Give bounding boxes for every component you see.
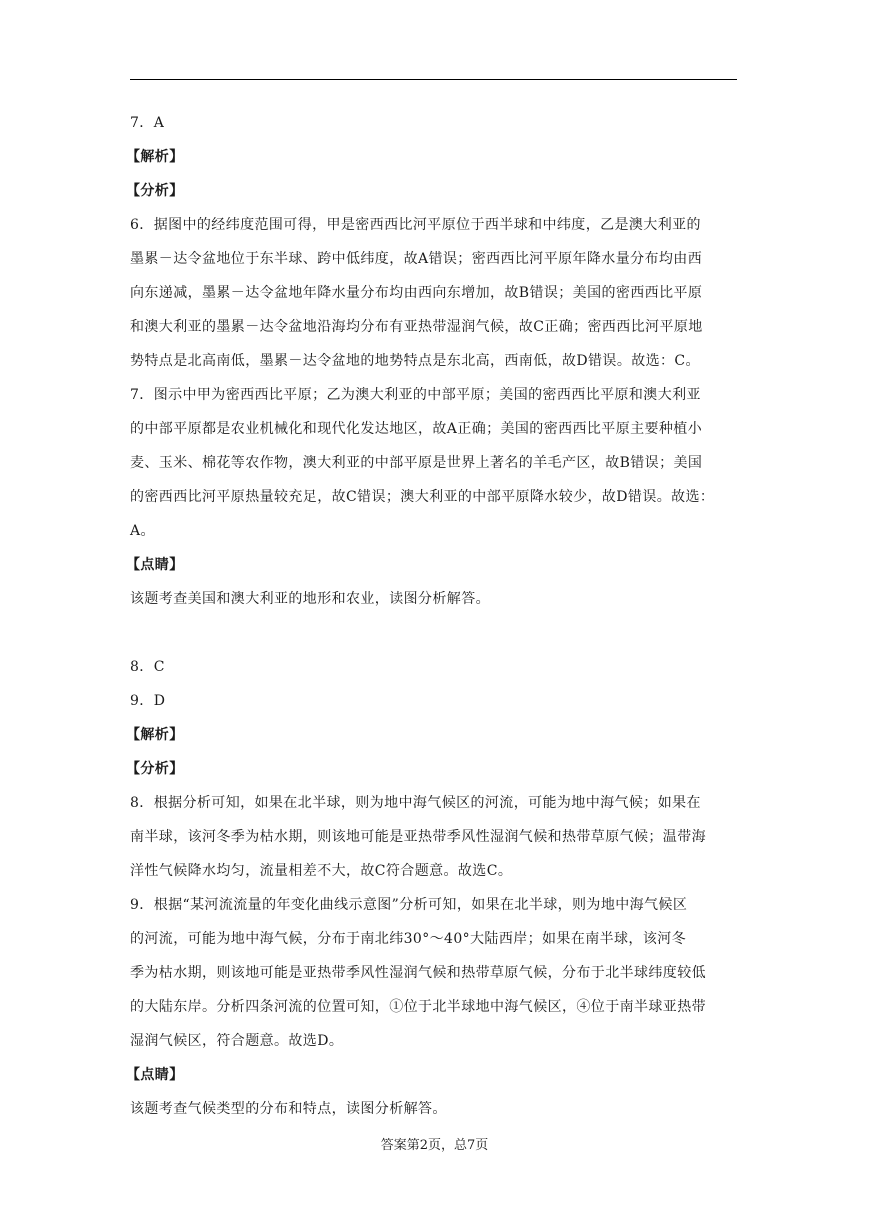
text-line: 的河流，可能为地中海气候，分布于南北纬30°～40°大陆西岸；如果在南半球，该河冬	[130, 931, 687, 947]
section-tag: 【解析】	[126, 149, 184, 165]
text-line: 季为枯水期，则该地可能是亚热带季风性湿润气候和热带草原气候，分布于北半球纬度较低	[130, 965, 706, 981]
section-tag: 【解析】	[126, 727, 184, 743]
text-line: 该题考查美国和澳大利亚的地形和农业，读图分析解答。	[130, 591, 490, 607]
text-line: 7．图示中甲为密西西比平原；乙为澳大利亚的中部平原；美国的密西西比平原和澳大利亚	[130, 387, 701, 403]
document-body	[126, 106, 740, 1126]
section-tag: 【点睛】	[126, 1067, 184, 1083]
text-line: 该题考查气候类型的分布和特点，读图分析解答。	[130, 1101, 447, 1117]
page-footer: 答案第2页，总7页	[380, 1138, 489, 1153]
section-tag: 【分析】	[126, 183, 184, 199]
text-line: 的大陆东岸。分析四条河流的位置可知，①位于北半球地中海气候区，④位于南半球亚热带	[130, 999, 706, 1015]
text-line: 8．根据分析可知，如果在北半球，则为地中海气候区的河流，可能为地中海气候；如果在	[130, 795, 701, 811]
paragraph-gap	[130, 616, 740, 650]
text-line: 墨累－达令盆地位于东半球、跨中低纬度，故A错误；密西西比河平原年降水量分布均由西	[130, 251, 703, 267]
text-line: 的密西西比河平原热量较充足，故C错误；澳大利亚的中部平原降水较少，故D错误。故选：	[130, 489, 715, 505]
section-tag: 【分析】	[126, 761, 184, 777]
header-rule	[130, 79, 737, 80]
text-line: 势特点是北高南低，墨累－达令盆地的地势特点是东北高，西南低，故D错误。故选：C。	[130, 353, 700, 369]
text-line: A。	[130, 523, 155, 539]
text-line: 8．C	[130, 659, 165, 675]
text-line: 6．据图中的经纬度范围可得，甲是密西西比河平原位于西半球和中纬度，乙是澳大利亚的	[130, 217, 701, 233]
text-line: 9．根据“某河流流量的年变化曲线示意图”分析可知，如果在北半球，则为地中海气候区	[130, 897, 688, 913]
text-line: 湿润气候区，符合题意。故选D。	[130, 1033, 344, 1049]
text-line: 南半球，该河冬季为枯水期，则该地可能是亚热带季风性湿润气候和热带草原气候；温带海	[130, 829, 706, 845]
text-line: 的中部平原都是农业机械化和现代化发达地区，故A正确；美国的密西西比平原主要种植小	[130, 421, 703, 437]
text-line: 向东递减，墨累－达令盆地年降水量分布均由西向东增加，故B错误；美国的密西西比平原	[130, 285, 703, 301]
text-line: 洋性气候降水均匀，流量相差不大，故C符合题意。故选C。	[130, 863, 513, 879]
text-line: 9．D	[130, 693, 166, 709]
text-line: 麦、玉米、棉花等农作物，澳大利亚的中部平原是世界上著名的羊毛产区，故B错误；美国	[130, 455, 703, 471]
text-line: 和澳大利亚的墨累－达令盆地沿海均分布有亚热带湿润气候，故C正确；密西西比河平原地	[130, 319, 703, 335]
section-tag: 【点睛】	[126, 557, 184, 573]
text-line: 7．A	[130, 115, 165, 131]
